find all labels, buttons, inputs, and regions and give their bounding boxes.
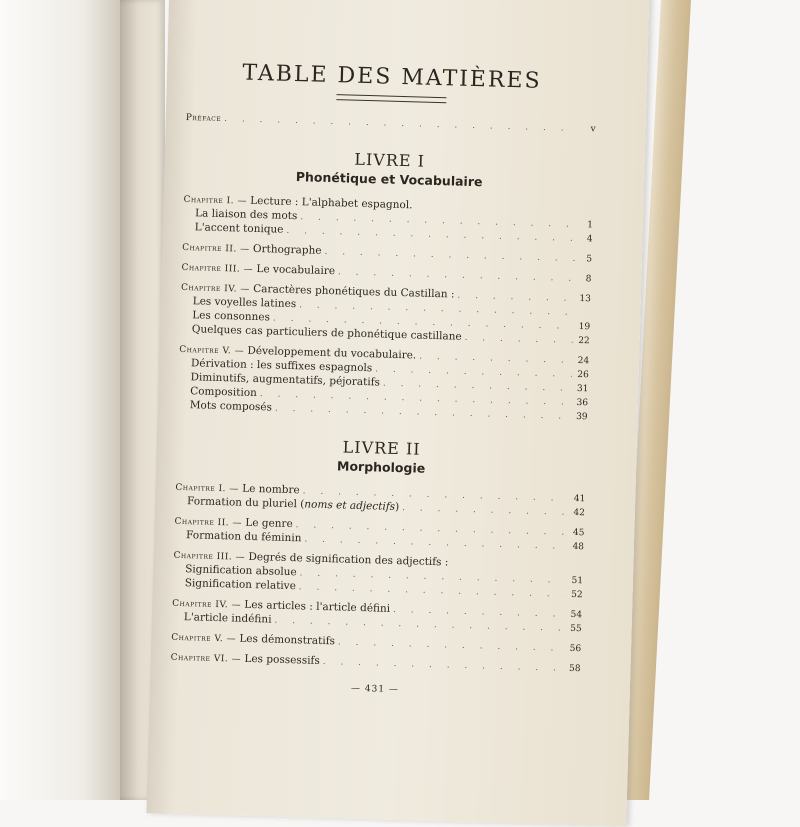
page-number: 51	[569, 575, 583, 588]
page-title: TABLE DES MATIÈRES	[187, 59, 598, 95]
toc-label: Signification absolue	[185, 563, 297, 579]
page-number: 39	[573, 411, 587, 424]
chapter-title: Orthographe	[253, 243, 322, 257]
livre-heading: LIVRE I	[185, 145, 595, 175]
chapter-title: Lecture : L'alphabet espagnol.	[250, 195, 413, 212]
chapter-title: Le genre	[245, 517, 293, 530]
page-number: 19	[576, 321, 590, 334]
toc-label: Mots composés	[190, 399, 273, 414]
chapter-title: Le nombre	[242, 483, 300, 497]
toc-label: Dérivation : les suffixes espagnols	[191, 357, 373, 375]
page-number: 24	[575, 355, 589, 368]
page-number: 13	[577, 293, 591, 306]
toc-entry-preface	[186, 112, 596, 136]
toc-label-text: Formation du pluriel (	[187, 495, 305, 510]
page-number: 48	[570, 541, 584, 554]
chapter-prefix: Chapitre IV. —	[181, 283, 250, 295]
page-number: 1	[579, 219, 593, 232]
chapter-prefix: Chapitre II. —	[182, 243, 250, 255]
toc-label: Diminutifs, augmentatifs, péjoratifs	[190, 371, 380, 389]
page-number: 56	[567, 643, 581, 656]
chapter-prefix: Chapitre V. —	[179, 345, 244, 357]
page-number: 8	[577, 273, 591, 286]
chapter-prefix: Chapitre I. —	[183, 195, 247, 207]
chapter-title: Degrés de signification des adjectifs :	[248, 551, 448, 569]
chapter-title: Caractères phonétiques du Castillan :	[253, 283, 455, 301]
toc-label: Les consonnes	[192, 309, 270, 324]
page-number: 42	[571, 507, 585, 520]
book-page	[146, 0, 649, 827]
chapter-title: Développement du vocabulaire.	[247, 345, 416, 362]
chapter-prefix: Chapitre VI. —	[171, 653, 242, 665]
page-number: 55	[567, 623, 581, 636]
chapter-prefix: Chapitre V. —	[171, 633, 236, 645]
toc-label: Quelques cas particuliers de phonétique castillane	[192, 323, 462, 344]
chapter-prefix: Chapitre II. —	[174, 517, 242, 529]
chapter-title: Les articles : l'article défini	[244, 599, 390, 615]
leader-dots	[224, 113, 579, 136]
livre-heading: LIVRE II	[176, 433, 586, 463]
page-number: 52	[568, 589, 582, 602]
toc-label: Composition	[190, 385, 257, 400]
toc-label-tail: )	[395, 501, 399, 513]
chapter-title: Le vocabulaire	[256, 263, 335, 277]
toc-label: Formation du féminin	[186, 529, 302, 545]
book-spine	[0, 0, 120, 800]
chapter-prefix: Chapitre I. —	[175, 483, 239, 495]
livre-subtitle: Morphologie	[176, 454, 586, 480]
toc-label: Signification relative	[185, 577, 296, 593]
page-number: 54	[568, 609, 582, 622]
toc-label-italic: noms et adjectifs	[304, 498, 395, 513]
page-number: 58	[566, 663, 580, 676]
chapter-title: Les démonstratifs	[239, 633, 335, 648]
table-of-contents	[170, 59, 597, 700]
page-number: 45	[570, 527, 584, 540]
toc-label	[171, 651, 320, 669]
toc-label: Préface	[186, 112, 222, 126]
chapter-prefix: Chapitre III. —	[181, 263, 253, 275]
chapter-prefix: Chapitre III. —	[173, 551, 245, 563]
toc-label: L'accent tonique	[195, 221, 284, 236]
toc-label: Les voyelles latines	[192, 295, 296, 311]
page-number: 26	[575, 369, 589, 382]
page-number: 31	[574, 383, 588, 396]
page-number: 36	[574, 397, 588, 410]
toc-label: La liaison des mots	[195, 207, 298, 223]
chapter-title: Les possessifs	[244, 653, 320, 667]
page-number: v	[581, 123, 595, 136]
page-folio: — 431 —	[170, 679, 580, 700]
page-number: 5	[578, 253, 592, 266]
livre-subtitle: Phonétique et Vocabulaire	[184, 166, 594, 192]
toc-label: L'article indéfini	[184, 611, 272, 626]
page-number: 41	[571, 493, 585, 506]
title-rule	[336, 94, 446, 103]
chapter-prefix: Chapitre IV. —	[172, 599, 241, 611]
page-number: 4	[578, 233, 592, 246]
page-number: 22	[576, 335, 590, 348]
